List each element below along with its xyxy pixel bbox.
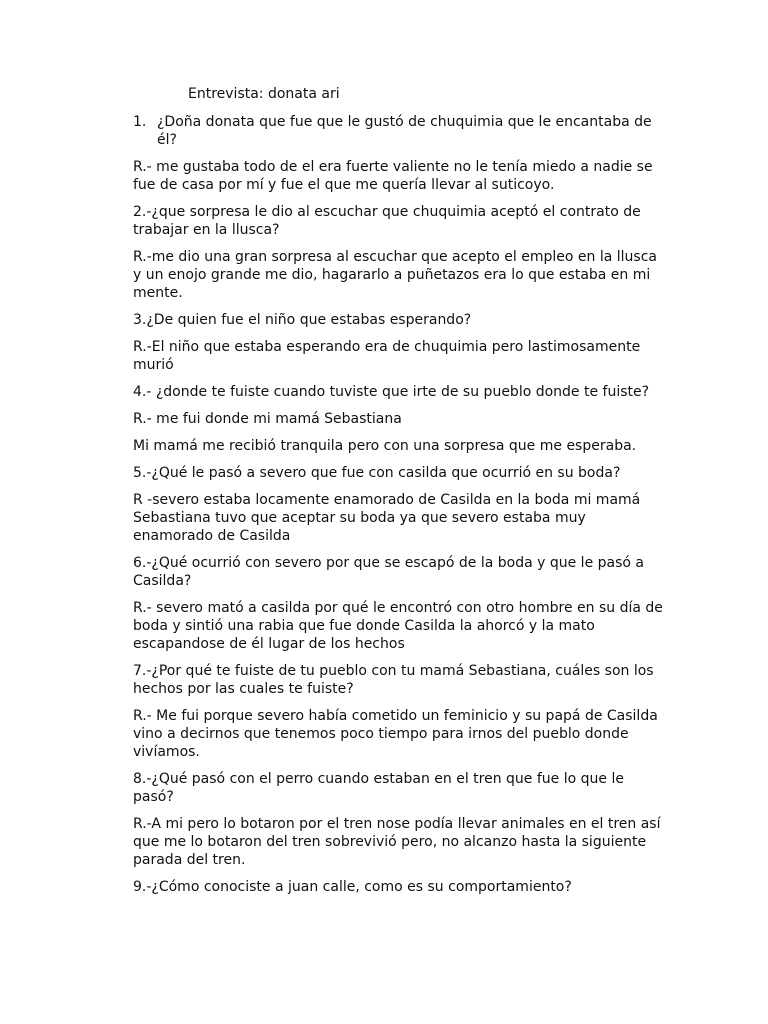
question-3: 3.¿De quien fue el niño que estabas esperando? bbox=[133, 312, 472, 328]
answer-1: R.- me gustaba todo de el era fuerte valiente no le tenía miedo a nadie se fue de casa por mí y fue el que me quería llevar al suticoyo. bbox=[133, 159, 653, 193]
document-title: Entrevista: donata ari bbox=[188, 86, 340, 102]
answer-3: R.-El niño que estaba esperando era de chuquimia pero lastimosamente murió bbox=[133, 339, 641, 373]
interview-body bbox=[133, 113, 663, 905]
question-5: 5.-¿Qué le pasó a severo que fue con casilda que ocurrió en su boda? bbox=[133, 465, 621, 481]
question-2: 2.-¿que sorpresa le dio al escuchar que chuquimia aceptó el contrato de trabajar en la llusca? bbox=[133, 204, 641, 238]
answer-7: R.- Me fui porque severo había cometido un feminicio y su papá de Casilda vino a decirnos que tenemos poco tiempo para irnos del pueblo donde vivíamos. bbox=[133, 708, 658, 760]
question-text: ¿Doña donata que fue que le gustó de chuquimia que le encantaba de él? bbox=[157, 114, 652, 148]
answer-5: R -severo estaba locamente enamorado de Casilda en la boda mi mamá Sebastiana tuvo que aceptar su boda ya que severo estaba muy enamorado de Casilda bbox=[133, 492, 641, 544]
question-6: 6.-¿Qué ocurrió con severo por que se escapó de la boda y que le pasó a Casilda? bbox=[133, 555, 644, 589]
question-1 bbox=[133, 113, 663, 149]
question-9: 9.-¿Cómo conociste a juan calle, como es su comportamiento? bbox=[133, 879, 572, 895]
answer-4-continued: Mi mamá me recibió tranquila pero con una sorpresa que me esperaba. bbox=[133, 438, 637, 454]
question-7: 7.-¿Por qué te fuiste de tu pueblo con tu mamá Sebastiana, cuáles son los hechos por las cuales te fuiste? bbox=[133, 663, 654, 697]
question-number: 1. bbox=[133, 114, 147, 130]
answer-2: R.-me dio una gran sorpresa al escuchar que acepto el empleo en la llusca y un enojo grande me dio, hagararlo a puñetazos era lo que estaba en mi mente. bbox=[133, 249, 657, 301]
question-4: 4.- ¿donde te fuiste cuando tuviste que irte de su pueblo donde te fuiste? bbox=[133, 384, 650, 400]
answer-6: R.- severo mató a casilda por qué le encontró con otro hombre en su día de boda y sintió una rabia que fue donde Casilda la ahorcó y la mato escapandose de él lugar de los hechos bbox=[133, 600, 663, 652]
answer-8: R.-A mi pero lo botaron por el tren nose podía llevar animales en el tren así que me lo botaron del tren sobrevivió pero, no alcanzo hasta la siguiente parada del tren. bbox=[133, 816, 661, 868]
question-8: 8.-¿Qué pasó con el perro cuando estaban en el tren que fue lo que le pasó? bbox=[133, 771, 624, 805]
answer-4: R.- me fui donde mi mamá Sebastiana bbox=[133, 411, 402, 427]
